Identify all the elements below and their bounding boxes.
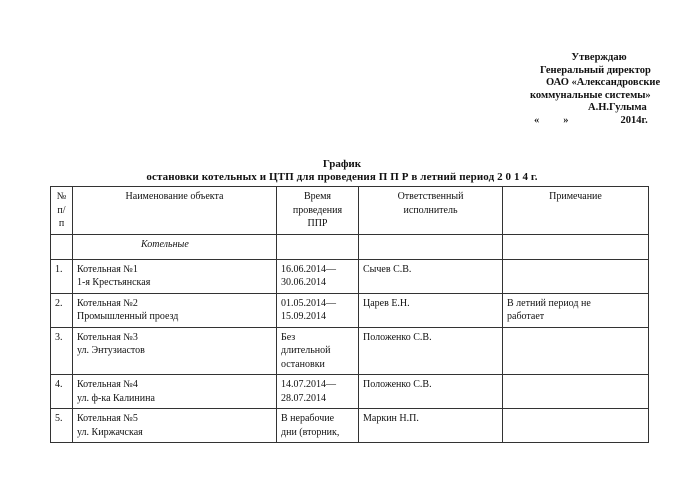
object-name: Котельная №3 <box>77 331 138 343</box>
approval-block <box>520 52 670 127</box>
row-object <box>73 375 277 409</box>
row-period <box>277 293 359 327</box>
row-object <box>73 409 277 443</box>
period-line: 30.06.2014 <box>281 277 326 288</box>
header-object: Наименование объекта <box>73 187 277 235</box>
row-note <box>503 259 649 293</box>
row-period <box>277 327 359 375</box>
approval-line-1: Утверждаю <box>571 52 627 63</box>
row-note <box>503 409 649 443</box>
header-num-line: № <box>56 191 67 202</box>
header-period-line: Время <box>303 191 332 202</box>
table-row <box>51 409 649 443</box>
approval-year: 2014г. <box>620 114 648 126</box>
row-period <box>277 375 359 409</box>
table-row <box>51 375 649 409</box>
note-line: работает <box>507 311 545 322</box>
row-object <box>73 293 277 327</box>
document-title: График <box>322 158 362 170</box>
approval-date-line <box>520 115 670 128</box>
object-address: ул. Энтузиастов <box>77 345 145 356</box>
period-line: 14.07.2014— <box>281 379 336 390</box>
row-object <box>73 327 277 375</box>
row-object <box>73 259 277 293</box>
row-number: 2. <box>51 293 73 327</box>
row-responsible: Царев Е.Н. <box>359 293 503 327</box>
row-number: 3. <box>51 327 73 375</box>
header-num <box>51 187 73 235</box>
header-period-line: проведения <box>292 204 343 216</box>
date-quote-close: » <box>563 114 569 126</box>
section-row <box>51 234 649 259</box>
period-line: длительной <box>281 345 331 356</box>
header-responsible-line: исполнитель <box>403 204 458 216</box>
table-row <box>51 259 649 293</box>
header-period <box>277 187 359 235</box>
approval-line-4: коммунальные системы» <box>530 89 651 101</box>
header-responsible-line: Ответственный <box>397 191 464 202</box>
object-name: Котельная №5 <box>77 413 138 424</box>
object-name: Котельная №1 <box>77 263 138 275</box>
header-period-line: ППР <box>307 218 328 229</box>
row-note <box>503 293 649 327</box>
row-number: 4. <box>51 375 73 409</box>
period-line: В нерабочие <box>281 413 335 424</box>
object-address: ул. Киржачская <box>77 426 143 438</box>
row-responsible: Сычев С.В. <box>359 259 503 293</box>
table-row <box>51 327 649 375</box>
period-line: Без <box>281 331 296 343</box>
object-name: Котельная №4 <box>77 379 138 390</box>
object-address: ул. ф-ка Калинина <box>77 392 155 404</box>
period-line: остановки <box>281 358 325 370</box>
period-line: 01.05.2014— <box>281 297 336 309</box>
row-note <box>503 327 649 375</box>
row-period <box>277 259 359 293</box>
note-line: В летний период не <box>507 297 591 309</box>
schedule-table <box>50 186 649 443</box>
row-responsible: Положенко С.В. <box>359 375 503 409</box>
header-num-line: п/ <box>57 204 66 216</box>
period-line: 16.06.2014— <box>281 263 336 275</box>
row-number: 5. <box>51 409 73 443</box>
object-name: Котельная №2 <box>77 297 138 309</box>
document-subtitle: остановки котельных и ЦТП для проведения П П Р в летний период 2 0 1 4 г. <box>146 171 538 183</box>
header-note: Примечание <box>503 187 649 235</box>
approval-line-2: Генеральный директор <box>540 64 651 76</box>
object-address: 1-я Крестьянская <box>77 277 151 288</box>
approval-line-3: ОАО «Александровские <box>546 77 661 88</box>
date-quote-open: « <box>534 114 540 126</box>
header-responsible <box>359 187 503 235</box>
object-address: Промышленный проезд <box>77 311 179 322</box>
table-header-row <box>51 187 649 235</box>
row-note <box>503 375 649 409</box>
row-period <box>277 409 359 443</box>
row-responsible: Маркин Н.П. <box>359 409 503 443</box>
period-line: 15.09.2014 <box>281 311 326 322</box>
approval-signatory: А.Н.Гулыма <box>588 102 647 113</box>
header-num-line: п <box>58 218 65 229</box>
row-responsible: Положенко С.В. <box>359 327 503 375</box>
row-number: 1. <box>51 259 73 293</box>
period-line: дни (вторник, <box>281 426 340 438</box>
section-label: Котельные <box>73 234 277 259</box>
table-row <box>51 293 649 327</box>
period-line: 28.07.2014 <box>281 392 326 404</box>
